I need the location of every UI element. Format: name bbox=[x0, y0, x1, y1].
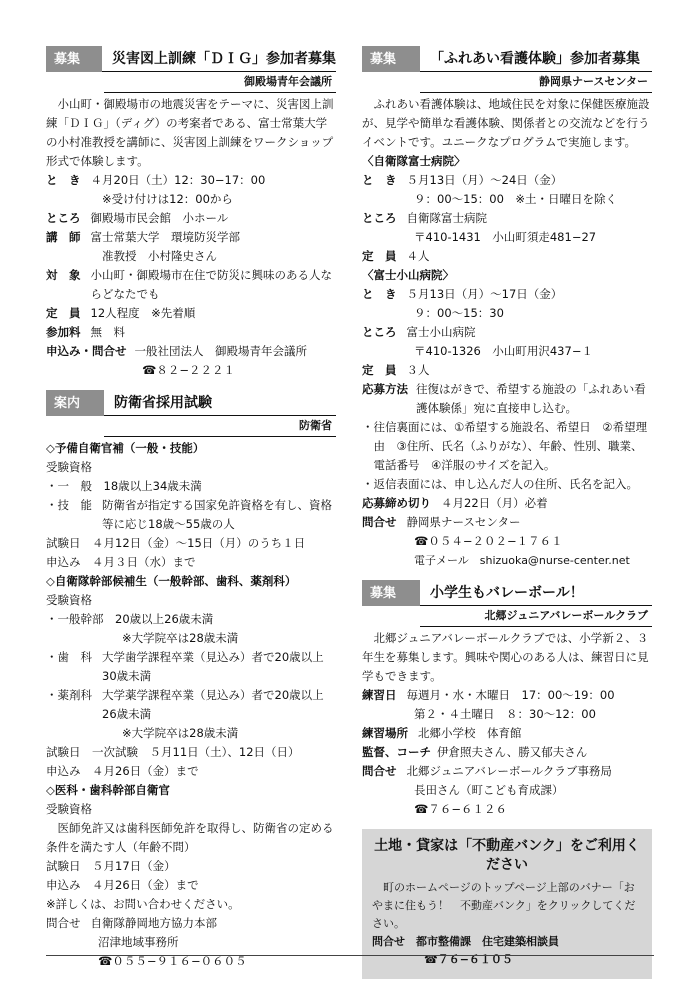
nurse-title: 「ふれあい看護体験」参加者募集 bbox=[420, 46, 652, 72]
right-column bbox=[362, 46, 652, 979]
jsdf-s1-skill: 防衛省が指定する国家免許資格を有し、資格等に応じ18歳〜55歳の人 bbox=[102, 498, 332, 531]
nurse-h2-time: ９：00〜15：30 bbox=[414, 306, 504, 320]
jsdf-s1-exam: 試験日 ４月12日（金）〜15日（月）のうち１日 bbox=[46, 536, 306, 550]
jsdf-s2-pharm: 大学薬学課程卒業（見込み）者で20歳以上26歳未満 bbox=[102, 688, 324, 721]
jsdf-s2-dental-label: ・歯 科 bbox=[46, 650, 92, 664]
jsdf-s2-general-note: ※大学院卒は28歳未満 bbox=[122, 631, 239, 645]
volley-contact-row bbox=[362, 762, 652, 781]
nurse-deadline-label: 応募締め切り bbox=[362, 496, 431, 510]
dig-header bbox=[46, 46, 336, 72]
nurse-tag: 募集 bbox=[362, 46, 420, 72]
volley-days2: 第２・４土曜日 ８：30〜12：00 bbox=[414, 707, 596, 721]
jsdf-s2-apply: 申込み ４月26日（金）まで bbox=[46, 764, 199, 778]
volley-contact1: 北郷ジュニアバレーボールクラブ事務局 bbox=[406, 764, 612, 778]
dig-when-label: と き bbox=[46, 173, 81, 187]
nurse-h2-addr: 〒410-1326 小山町用沢437−１ bbox=[414, 344, 593, 358]
nurse-intro: ふれあい看護体験は、地域住民を対象に保健医療施設が、見学や簡単な看護体験、関係者との交流などを行うイベントです。ユニークなプログラムで実施します。 bbox=[362, 97, 650, 149]
nurse-contact: 静岡県ナースセンター bbox=[406, 515, 521, 529]
jsdf-s1-general: ・一 般 18歳以上34歳未満 bbox=[46, 479, 202, 493]
volley-tel: ☎７６−６１２６ bbox=[414, 802, 507, 816]
jsdf-org: 防衛省 bbox=[104, 416, 336, 437]
jsdf-s2-general: ・一般幹部 20歳以上26歳未満 bbox=[46, 612, 214, 626]
dig-fee-label: 参加料 bbox=[46, 325, 81, 339]
dig-cap-label: 定 員 bbox=[46, 306, 81, 320]
jsdf-s1-skill-row bbox=[46, 496, 336, 534]
jsdf-s3-note: ※詳しくは、お問い合わせください。 bbox=[46, 897, 240, 911]
nurse-h1-where-row bbox=[362, 209, 652, 228]
volley-coach-label: 監督、コーチ bbox=[362, 745, 431, 759]
nurse-deadline-row bbox=[362, 494, 652, 513]
nurse-org: 静岡県ナースセンター bbox=[420, 72, 652, 93]
nurse-h1-time: ９：00〜15：00 ※土・日曜日を除く bbox=[414, 192, 618, 206]
jsdf-s2-exam: 試験日 一次試験 ５月11日（土）、12日（日） bbox=[46, 745, 300, 759]
nurse-email: 電子メール shizuoka@nurse-center.net bbox=[414, 554, 630, 567]
jsdf-s2-pharm-note: ※大学院卒は28歳未満 bbox=[122, 726, 239, 740]
jsdf-s2-dental: 大学歯学課程卒業（見込み）者で20歳以上30歳未満 bbox=[102, 650, 324, 683]
volley-notice bbox=[362, 580, 652, 819]
nurse-h1: 〈自衛隊富士病院〉 bbox=[362, 154, 466, 168]
jsdf-contact2: 沼津地域事務所 bbox=[98, 935, 179, 949]
dig-apply-label: 申込み・問合せ bbox=[46, 344, 127, 358]
nurse-h2: 〈富士小山病院〉 bbox=[362, 268, 454, 282]
volley-contact-label: 問合せ bbox=[362, 764, 397, 778]
volley-days1: 毎週月・水・木曜日 17：00〜19：00 bbox=[406, 688, 615, 702]
nurse-contact-label: 問合せ bbox=[362, 515, 397, 529]
dig-where-label: ところ bbox=[46, 211, 81, 225]
jsdf-contact1: 自衛隊静岡地方協力本部 bbox=[90, 916, 217, 930]
jsdf-s2-pharm-row bbox=[46, 686, 336, 724]
dig-notice bbox=[46, 46, 336, 380]
dig-cap-row bbox=[46, 304, 336, 323]
jsdf-s3-exam: 試験日 ５月17日（金） bbox=[46, 859, 176, 873]
dig-lecturer-row bbox=[46, 228, 336, 247]
dig-when: ４月20日（土）12：30−17：00 bbox=[90, 173, 266, 187]
banner-contact: 問合せ 都市整備課 住宅建築相談員 bbox=[372, 935, 559, 948]
volley-coach: 伊倉照夫さん、勝又郁夫さん bbox=[437, 745, 588, 759]
volley-org: 北郷ジュニアバレーボールクラブ bbox=[420, 606, 652, 627]
jsdf-s3-apply: 申込み ４月26日（金）まで bbox=[46, 878, 199, 892]
nurse-h1-where-label: ところ bbox=[362, 211, 397, 225]
dig-fee-row bbox=[46, 323, 336, 342]
left-column bbox=[46, 46, 336, 981]
nurse-method-label: 応募方法 bbox=[362, 382, 408, 396]
volley-days-row bbox=[362, 686, 652, 705]
nurse-h2-where-row bbox=[362, 323, 652, 342]
volley-title: 小学生もバレーボール！ bbox=[420, 580, 652, 606]
volley-header bbox=[362, 580, 652, 606]
jsdf-s1-head: ◇予備自衛官補（一般・技能） bbox=[46, 441, 205, 455]
jsdf-s2-pharm-label: ・薬剤科 bbox=[46, 688, 92, 702]
nurse-h1-when-label: と き bbox=[362, 173, 397, 187]
jsdf-s2-qual: 受験資格 bbox=[46, 593, 92, 607]
jsdf-contact-row bbox=[46, 914, 336, 933]
dig-tel: ☎８２−２２２１ bbox=[142, 363, 235, 377]
banner-title: 土地・貸家は「不動産バンク」をご利用ください bbox=[374, 838, 640, 873]
nurse-h1-when: ５月13日（月）〜24日（金） bbox=[406, 173, 563, 187]
jsdf-s2-dental-row bbox=[46, 648, 336, 686]
dig-where-row bbox=[46, 209, 336, 228]
volley-coach-row bbox=[362, 743, 652, 762]
dig-lecturer2: 准教授 小村隆史さん bbox=[102, 249, 217, 263]
volley-days-label: 練習日 bbox=[362, 688, 397, 702]
dig-fee: 無 料 bbox=[90, 325, 125, 339]
jsdf-s1-qual: 受験資格 bbox=[46, 460, 92, 474]
nurse-h2-cap: ３人 bbox=[406, 363, 430, 377]
nurse-h2-when-label: と き bbox=[362, 287, 397, 301]
nurse-h1-when-row bbox=[362, 171, 652, 190]
jsdf-s3-qual: 受験資格 bbox=[46, 802, 92, 816]
jsdf-title: 防衛省採用試験 bbox=[104, 390, 336, 416]
jsdf-contact-label: 問合せ bbox=[46, 916, 81, 930]
jsdf-s3-head: ◇医科・歯科幹部自衛官 bbox=[46, 783, 170, 797]
nurse-h1-cap: ４人 bbox=[406, 249, 430, 263]
jsdf-contact-tel: ☎０５５−９１６−０６０５ bbox=[98, 954, 247, 968]
nurse-method-row bbox=[362, 380, 652, 418]
dig-target: 小山町・御殿場市在住で防災に興味のある人ならどなたでも bbox=[90, 268, 332, 301]
volley-place-label: 練習場所 bbox=[362, 726, 408, 740]
jsdf-s3-text: 医師免許又は歯科医師免許を取得し、防衛省の定める条件を満たす人（年齢不問） bbox=[46, 821, 334, 854]
dig-when-row bbox=[46, 171, 336, 190]
dig-tag: 募集 bbox=[46, 46, 102, 72]
nurse-bullet-2: ・返信表面には、申し込んだ人の住所、氏名を記入。 bbox=[362, 477, 638, 491]
jsdf-header bbox=[46, 390, 336, 416]
dig-intro: 小山町・御殿場市の地震災害をテーマに、災害図上訓練「ＤＩＧ」（ディグ）の考案者である、富士常葉大学の小村准教授を講師に、災害図上訓練をワークショップ形式で体験します。 bbox=[46, 97, 334, 168]
nurse-h1-addr: 〒410-1431 小山町須走481−27 bbox=[414, 230, 597, 244]
dig-lecturer-label: 講 師 bbox=[46, 230, 81, 244]
nurse-h1-cap-row bbox=[362, 247, 652, 266]
dig-where: 御殿場市民会館 小ホール bbox=[90, 211, 229, 225]
dig-target-row bbox=[46, 266, 336, 304]
nurse-h2-cap-label: 定 員 bbox=[362, 363, 397, 377]
nurse-contact-row bbox=[362, 513, 652, 532]
volley-place-row bbox=[362, 724, 652, 743]
nurse-header bbox=[362, 46, 652, 72]
nurse-h2-where-label: ところ bbox=[362, 325, 397, 339]
real-estate-bank-banner bbox=[362, 829, 652, 979]
nurse-bullet-1: ・往信裏面には、①希望する施設名、希望日 ②希望理由 ③住所、氏名（ふりがな）、年齢、性別、職業、電話番号 ④洋服のサイズを記入。 bbox=[362, 420, 648, 472]
nurse-method: 往復はがきで、希望する施設の「ふれあい看護体験係」宛に直接申し込む。 bbox=[416, 382, 646, 415]
nurse-tel: ☎０５４−２０２−１７６１ bbox=[414, 534, 563, 548]
banner-tel: ☎７６−６１０５ bbox=[424, 953, 513, 966]
jsdf-s2-head: ◇自衛隊幹部候補生（一般幹部、歯科、薬剤科） bbox=[46, 574, 297, 588]
nurse-h2-where: 富士小山病院 bbox=[406, 325, 476, 339]
volley-contact2: 長田さん（町こども育成課） bbox=[414, 783, 564, 797]
nurse-h1-cap-label: 定 員 bbox=[362, 249, 397, 263]
nurse-h2-when-row bbox=[362, 285, 652, 304]
dig-apply-row bbox=[46, 342, 336, 361]
dig-title: 災害図上訓練「ＤＩＧ」参加者募集 bbox=[102, 46, 336, 72]
dig-apply: 一般社団法人 御殿場青年会議所 bbox=[134, 344, 307, 358]
footer-rule bbox=[46, 955, 654, 956]
dig-when-note: ※受け付けは12：00から bbox=[102, 192, 233, 206]
jsdf-s1-skill-label: ・技 能 bbox=[46, 498, 92, 512]
volley-tag: 募集 bbox=[362, 580, 420, 606]
nurse-deadline: ４月22日（月）必着 bbox=[441, 496, 548, 510]
dig-cap: 12人程度 ※先着順 bbox=[90, 306, 196, 320]
dig-org: 御殿場青年会議所 bbox=[104, 72, 336, 93]
nurse-h1-where: 自衛隊富士病院 bbox=[406, 211, 487, 225]
jsdf-s1-apply: 申込み ４月３日（水）まで bbox=[46, 555, 196, 569]
banner-text: 町のホームページのトップページ上部のバナー「おやまに住もう！ 不動産バンク」をクリックしてください。 bbox=[372, 881, 636, 930]
volley-intro: 北郷ジュニアバレーボールクラブでは、小学新２、３年生を募集します。興味や関心のある人は、練習日に見学もできます。 bbox=[362, 631, 649, 683]
jsdf-notice bbox=[46, 390, 336, 971]
nurse-h2-when: ５月13日（月）〜17日（金） bbox=[406, 287, 563, 301]
dig-target-label: 対 象 bbox=[46, 268, 81, 282]
volley-place: 北郷小学校 体育館 bbox=[418, 726, 522, 740]
nurse-notice bbox=[362, 46, 652, 570]
nurse-h2-cap-row bbox=[362, 361, 652, 380]
jsdf-tag: 案内 bbox=[46, 390, 104, 416]
dig-lecturer1: 富士常葉大学 環境防災学部 bbox=[90, 230, 240, 244]
